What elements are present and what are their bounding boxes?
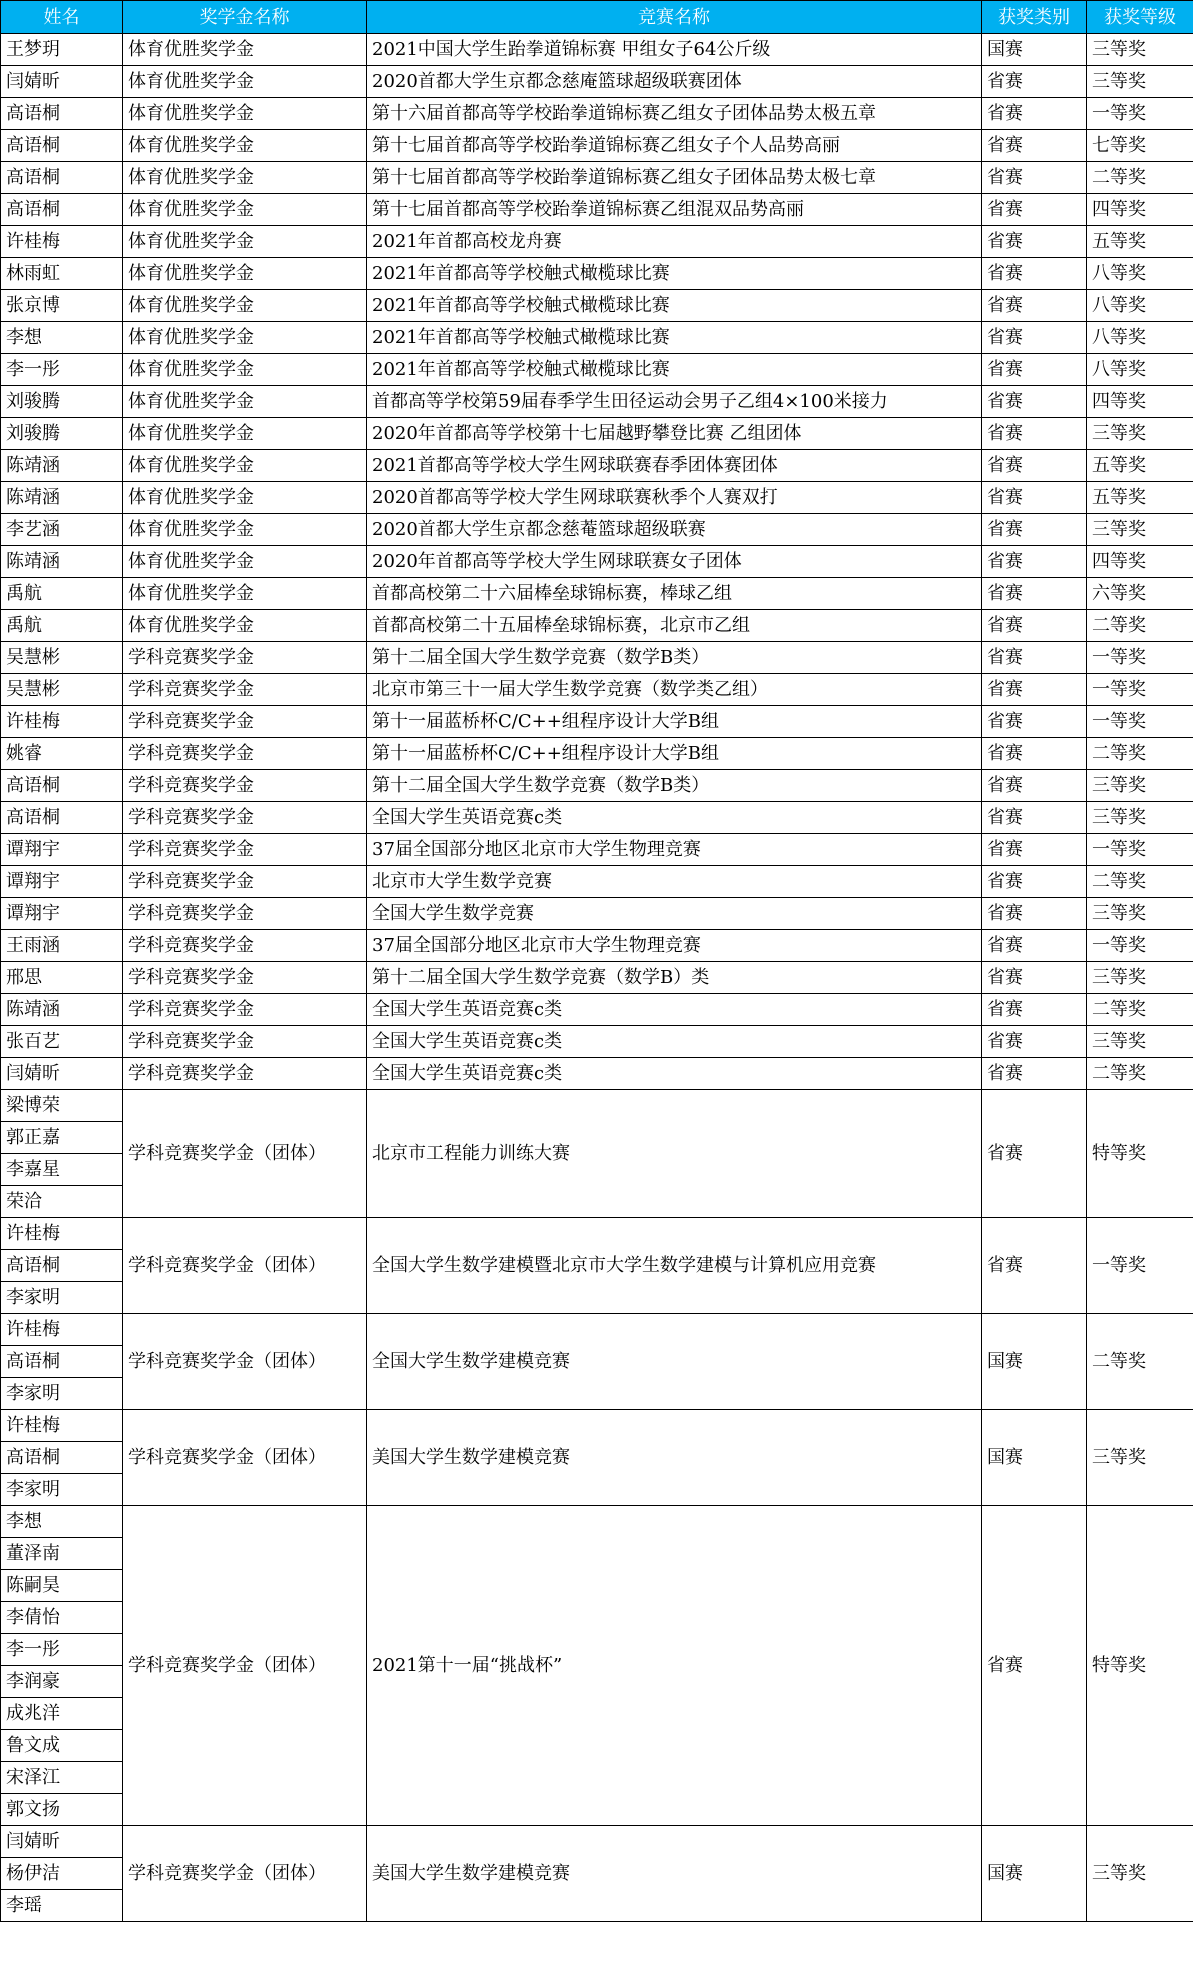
cell-level[interactable]: 三等奖 (1087, 418, 1193, 450)
cell-name[interactable]: 董泽南 (1, 1538, 123, 1570)
cell-competition[interactable]: 2020首都大学生京都念慈庵篮球超级联赛团体 (367, 66, 982, 98)
cell-level[interactable]: 七等奖 (1087, 130, 1193, 162)
cell-competition[interactable]: 第十一届蓝桥杯C/C++组程序设计大学B组 (367, 738, 982, 770)
cell-category[interactable]: 国赛 (982, 1410, 1087, 1506)
cell-category[interactable]: 省赛 (982, 386, 1087, 418)
cell-level[interactable]: 三等奖 (1087, 962, 1193, 994)
cell-name[interactable]: 梁博荣 (1, 1090, 123, 1122)
cell-name[interactable]: 成兆洋 (1, 1698, 123, 1730)
cell-competition[interactable]: 第十二届全国大学生数学竞赛（数学B类） (367, 770, 982, 802)
cell-name[interactable]: 李家明 (1, 1474, 123, 1506)
cell-competition[interactable]: 37届全国部分地区北京市大学生物理竞赛 (367, 930, 982, 962)
cell-competition[interactable]: 全国大学生数学建模竞赛 (367, 1314, 982, 1410)
table-row (1, 354, 1193, 386)
cell-category[interactable]: 省赛 (982, 162, 1087, 194)
cell-scholarship[interactable]: 体育优胜奖学金 (123, 322, 367, 354)
cell-scholarship[interactable]: 学科竞赛奖学金（团体） (123, 1090, 367, 1218)
cell-scholarship[interactable]: 学科竞赛奖学金 (123, 738, 367, 770)
cell-name[interactable]: 吴慧彬 (1, 642, 123, 674)
cell-name[interactable]: 郭正嘉 (1, 1122, 123, 1154)
table-row (1, 578, 1193, 610)
cell-level[interactable]: 三等奖 (1087, 1026, 1193, 1058)
cell-scholarship[interactable]: 学科竞赛奖学金 (123, 834, 367, 866)
cell-name[interactable]: 荣洽 (1, 1186, 123, 1218)
cell-name[interactable]: 刘骏腾 (1, 418, 123, 450)
table-row (1, 482, 1193, 514)
cell-name[interactable]: 高语桐 (1, 98, 123, 130)
table-row (1, 1058, 1193, 1090)
cell-level[interactable]: 四等奖 (1087, 386, 1193, 418)
table-row (1, 706, 1193, 738)
cell-level[interactable]: 三等奖 (1087, 770, 1193, 802)
cell-competition[interactable]: 2020首都大学生京都念慈菴篮球超级联赛 (367, 514, 982, 546)
cell-scholarship[interactable]: 学科竞赛奖学金（团体） (123, 1218, 367, 1314)
cell-category[interactable]: 省赛 (982, 962, 1087, 994)
cell-scholarship[interactable]: 体育优胜奖学金 (123, 354, 367, 386)
cell-competition[interactable]: 全国大学生数学建模暨北京市大学生数学建模与计算机应用竞赛 (367, 1218, 982, 1314)
table-row (1, 66, 1193, 98)
cell-name[interactable]: 李想 (1, 1506, 123, 1538)
cell-scholarship[interactable]: 学科竞赛奖学金 (123, 994, 367, 1026)
table-row (1, 866, 1193, 898)
cell-name[interactable]: 吴慧彬 (1, 674, 123, 706)
cell-category[interactable]: 省赛 (982, 1506, 1087, 1826)
cell-category[interactable]: 省赛 (982, 834, 1087, 866)
cell-competition[interactable]: 第十一届蓝桥杯C/C++组程序设计大学B组 (367, 706, 982, 738)
cell-name[interactable]: 许桂梅 (1, 1218, 123, 1250)
cell-name[interactable]: 高语桐 (1, 194, 123, 226)
cell-scholarship[interactable]: 学科竞赛奖学金 (123, 1026, 367, 1058)
cell-category[interactable]: 省赛 (982, 1058, 1087, 1090)
cell-name[interactable]: 闫婧昕 (1, 1058, 123, 1090)
table-row (1, 418, 1193, 450)
cell-scholarship[interactable]: 体育优胜奖学金 (123, 258, 367, 290)
cell-level[interactable]: 五等奖 (1087, 450, 1193, 482)
cell-name[interactable]: 谭翔宇 (1, 866, 123, 898)
cell-name[interactable]: 闫婧昕 (1, 1826, 123, 1858)
cell-competition[interactable]: 2021年首都高等学校触式橄榄球比赛 (367, 258, 982, 290)
cell-category[interactable]: 省赛 (982, 802, 1087, 834)
header-level[interactable]: 获奖等级 (1087, 1, 1193, 34)
cell-competition[interactable]: 全国大学生英语竞赛c类 (367, 994, 982, 1026)
cell-competition[interactable]: 第十二届全国大学生数学竞赛（数学B）类 (367, 962, 982, 994)
cell-scholarship[interactable]: 学科竞赛奖学金 (123, 674, 367, 706)
cell-category[interactable]: 省赛 (982, 130, 1087, 162)
cell-category[interactable]: 省赛 (982, 226, 1087, 258)
cell-name[interactable]: 李润豪 (1, 1666, 123, 1698)
cell-scholarship[interactable]: 学科竞赛奖学金 (123, 642, 367, 674)
cell-level[interactable]: 一等奖 (1087, 98, 1193, 130)
cell-level[interactable]: 四等奖 (1087, 546, 1193, 578)
table-row (1, 386, 1193, 418)
cell-level[interactable]: 二等奖 (1087, 162, 1193, 194)
cell-level[interactable]: 五等奖 (1087, 482, 1193, 514)
cell-scholarship[interactable]: 学科竞赛奖学金 (123, 802, 367, 834)
cell-scholarship[interactable]: 学科竞赛奖学金 (123, 770, 367, 802)
cell-category[interactable]: 省赛 (982, 674, 1087, 706)
table-row (1, 34, 1193, 66)
cell-scholarship[interactable]: 学科竞赛奖学金 (123, 1058, 367, 1090)
cell-name[interactable]: 李家明 (1, 1282, 123, 1314)
table-row (1, 834, 1193, 866)
table-row (1, 98, 1193, 130)
cell-name[interactable]: 高语桐 (1, 130, 123, 162)
table-row (1, 1090, 1193, 1122)
cell-category[interactable]: 省赛 (982, 354, 1087, 386)
cell-level[interactable]: 特等奖 (1087, 1090, 1193, 1218)
cell-scholarship[interactable]: 学科竞赛奖学金（团体） (123, 1826, 367, 1922)
cell-competition[interactable]: 2021首都高等学校大学生网球联赛春季团体赛团体 (367, 450, 982, 482)
cell-competition[interactable]: 第十六届首都高等学校跆拳道锦标赛乙组女子团体品势太极五章 (367, 98, 982, 130)
cell-category[interactable]: 省赛 (982, 898, 1087, 930)
cell-category[interactable]: 省赛 (982, 290, 1087, 322)
cell-scholarship[interactable]: 学科竞赛奖学金 (123, 930, 367, 962)
cell-name[interactable]: 禹航 (1, 610, 123, 642)
cell-name[interactable]: 陈靖涵 (1, 450, 123, 482)
table-row (1, 546, 1193, 578)
cell-level[interactable]: 二等奖 (1087, 610, 1193, 642)
cell-competition[interactable]: 2021年首都高校龙舟赛 (367, 226, 982, 258)
cell-scholarship[interactable]: 体育优胜奖学金 (123, 578, 367, 610)
cell-scholarship[interactable]: 学科竞赛奖学金（团体） (123, 1506, 367, 1826)
cell-name[interactable]: 刘骏腾 (1, 386, 123, 418)
table-row (1, 258, 1193, 290)
header-competition[interactable]: 竞赛名称 (367, 1, 982, 34)
cell-level[interactable]: 一等奖 (1087, 642, 1193, 674)
cell-name[interactable]: 李一彤 (1, 1634, 123, 1666)
cell-name[interactable]: 李倩怡 (1, 1602, 123, 1634)
table-row (1, 130, 1193, 162)
cell-level[interactable]: 三等奖 (1087, 34, 1193, 66)
cell-name[interactable]: 许桂梅 (1, 226, 123, 258)
table-row (1, 802, 1193, 834)
table-body (1, 34, 1193, 1922)
cell-scholarship[interactable]: 体育优胜奖学金 (123, 66, 367, 98)
cell-category[interactable]: 省赛 (982, 418, 1087, 450)
cell-name[interactable]: 陈嗣昊 (1, 1570, 123, 1602)
cell-category[interactable]: 省赛 (982, 1026, 1087, 1058)
cell-category[interactable]: 省赛 (982, 1090, 1087, 1218)
cell-scholarship[interactable]: 体育优胜奖学金 (123, 482, 367, 514)
cell-scholarship[interactable]: 学科竞赛奖学金 (123, 706, 367, 738)
table-row (1, 1026, 1193, 1058)
cell-name[interactable]: 许桂梅 (1, 1314, 123, 1346)
cell-competition[interactable]: 2021年首都高等学校触式橄榄球比赛 (367, 290, 982, 322)
table-row (1, 898, 1193, 930)
cell-name[interactable]: 高语桐 (1, 1250, 123, 1282)
cell-scholarship[interactable]: 体育优胜奖学金 (123, 546, 367, 578)
cell-scholarship[interactable]: 学科竞赛奖学金 (123, 866, 367, 898)
cell-level[interactable]: 一等奖 (1087, 1218, 1193, 1314)
cell-category[interactable]: 省赛 (982, 66, 1087, 98)
cell-level[interactable]: 三等奖 (1087, 898, 1193, 930)
cell-scholarship[interactable]: 体育优胜奖学金 (123, 226, 367, 258)
cell-level[interactable]: 三等奖 (1087, 514, 1193, 546)
cell-level[interactable]: 二等奖 (1087, 994, 1193, 1026)
table-row (1, 1506, 1193, 1538)
cell-competition[interactable]: 2021第十一届“挑战杯” (367, 1506, 982, 1826)
cell-scholarship[interactable]: 体育优胜奖学金 (123, 34, 367, 66)
cell-name[interactable]: 杨伊洁 (1, 1858, 123, 1890)
cell-level[interactable]: 一等奖 (1087, 706, 1193, 738)
cell-name[interactable]: 宋泽江 (1, 1762, 123, 1794)
table-row (1, 162, 1193, 194)
cell-name[interactable]: 陈靖涵 (1, 546, 123, 578)
cell-name[interactable]: 禹航 (1, 578, 123, 610)
cell-category[interactable]: 省赛 (982, 546, 1087, 578)
cell-competition[interactable]: 全国大学生英语竞赛c类 (367, 1058, 982, 1090)
header-row (1, 1, 1193, 34)
cell-level[interactable]: 一等奖 (1087, 834, 1193, 866)
cell-category[interactable]: 省赛 (982, 770, 1087, 802)
cell-name[interactable]: 鲁文成 (1, 1730, 123, 1762)
cell-competition[interactable]: 2020年首都高等学校大学生网球联赛女子团体 (367, 546, 982, 578)
cell-level[interactable]: 八等奖 (1087, 290, 1193, 322)
cell-name[interactable]: 高语桐 (1, 1442, 123, 1474)
cell-name[interactable]: 高语桐 (1, 1346, 123, 1378)
cell-level[interactable]: 八等奖 (1087, 354, 1193, 386)
cell-level[interactable]: 五等奖 (1087, 226, 1193, 258)
cell-level[interactable]: 特等奖 (1087, 1506, 1193, 1826)
table-row (1, 1314, 1193, 1346)
table-row (1, 994, 1193, 1026)
cell-category[interactable]: 省赛 (982, 866, 1087, 898)
cell-competition[interactable]: 北京市大学生数学竞赛 (367, 866, 982, 898)
table-row (1, 450, 1193, 482)
table-row (1, 1218, 1193, 1250)
cell-name[interactable]: 李艺涵 (1, 514, 123, 546)
cell-name[interactable]: 张京博 (1, 290, 123, 322)
cell-level[interactable]: 二等奖 (1087, 1058, 1193, 1090)
table-row (1, 770, 1193, 802)
cell-name[interactable]: 郭文扬 (1, 1794, 123, 1826)
cell-level[interactable]: 二等奖 (1087, 866, 1193, 898)
cell-name[interactable]: 姚睿 (1, 738, 123, 770)
table-row (1, 738, 1193, 770)
cell-competition[interactable]: 第十七届首都高等学校跆拳道锦标赛乙组混双品势高丽 (367, 194, 982, 226)
cell-competition[interactable]: 2021年首都高等学校触式橄榄球比赛 (367, 354, 982, 386)
cell-competition[interactable]: 第十七届首都高等学校跆拳道锦标赛乙组女子团体品势太极七章 (367, 162, 982, 194)
cell-name[interactable]: 陈靖涵 (1, 994, 123, 1026)
table-row (1, 642, 1193, 674)
cell-level[interactable]: 一等奖 (1087, 674, 1193, 706)
cell-name[interactable]: 王雨涵 (1, 930, 123, 962)
cell-scholarship[interactable]: 体育优胜奖学金 (123, 418, 367, 450)
cell-category[interactable]: 省赛 (982, 98, 1087, 130)
cell-level[interactable]: 六等奖 (1087, 578, 1193, 610)
cell-name[interactable]: 李瑶 (1, 1890, 123, 1922)
table-row (1, 930, 1193, 962)
cell-scholarship[interactable]: 体育优胜奖学金 (123, 290, 367, 322)
cell-name[interactable]: 谭翔宇 (1, 834, 123, 866)
cell-competition[interactable]: 美国大学生数学建模竞赛 (367, 1826, 982, 1922)
cell-level[interactable]: 四等奖 (1087, 194, 1193, 226)
cell-competition[interactable]: 第十七届首都高等学校跆拳道锦标赛乙组女子个人品势高丽 (367, 130, 982, 162)
table-row (1, 514, 1193, 546)
cell-category[interactable]: 省赛 (982, 738, 1087, 770)
cell-competition[interactable]: 北京市工程能力训练大赛 (367, 1090, 982, 1218)
cell-category[interactable]: 省赛 (982, 642, 1087, 674)
cell-category[interactable]: 省赛 (982, 1218, 1087, 1314)
cell-competition[interactable]: 全国大学生英语竞赛c类 (367, 802, 982, 834)
cell-name[interactable]: 谭翔宇 (1, 898, 123, 930)
cell-scholarship[interactable]: 学科竞赛奖学金（团体） (123, 1314, 367, 1410)
cell-competition[interactable]: 美国大学生数学建模竞赛 (367, 1410, 982, 1506)
cell-level[interactable]: 二等奖 (1087, 738, 1193, 770)
cell-level[interactable]: 三等奖 (1087, 66, 1193, 98)
cell-name[interactable]: 闫婧昕 (1, 66, 123, 98)
cell-scholarship[interactable]: 体育优胜奖学金 (123, 162, 367, 194)
cell-category[interactable]: 国赛 (982, 1826, 1087, 1922)
cell-category[interactable]: 国赛 (982, 34, 1087, 66)
cell-category[interactable]: 省赛 (982, 322, 1087, 354)
cell-competition[interactable]: 2021中国大学生跆拳道锦标赛 甲组女子64公斤级 (367, 34, 982, 66)
cell-name[interactable]: 邢思 (1, 962, 123, 994)
cell-scholarship[interactable]: 学科竞赛奖学金 (123, 898, 367, 930)
table-row (1, 1826, 1193, 1858)
cell-level[interactable]: 八等奖 (1087, 322, 1193, 354)
cell-name[interactable]: 李想 (1, 322, 123, 354)
cell-name[interactable]: 许桂梅 (1, 1410, 123, 1442)
cell-name[interactable]: 李嘉星 (1, 1154, 123, 1186)
cell-category[interactable]: 省赛 (982, 258, 1087, 290)
table-row (1, 1410, 1193, 1442)
cell-level[interactable]: 一等奖 (1087, 930, 1193, 962)
cell-category[interactable]: 省赛 (982, 578, 1087, 610)
cell-level[interactable]: 八等奖 (1087, 258, 1193, 290)
cell-scholarship[interactable]: 体育优胜奖学金 (123, 130, 367, 162)
cell-level[interactable]: 三等奖 (1087, 1410, 1193, 1506)
cell-competition[interactable]: 2021年首都高等学校触式橄榄球比赛 (367, 322, 982, 354)
cell-name[interactable]: 林雨虹 (1, 258, 123, 290)
cell-scholarship[interactable]: 学科竞赛奖学金 (123, 962, 367, 994)
cell-category[interactable]: 省赛 (982, 994, 1087, 1026)
cell-name[interactable]: 王梦玥 (1, 34, 123, 66)
cell-competition[interactable]: 首都高等学校第59届春季学生田径运动会男子乙组4×100米接力 (367, 386, 982, 418)
cell-competition[interactable]: 全国大学生英语竞赛c类 (367, 1026, 982, 1058)
cell-name[interactable]: 陈靖涵 (1, 482, 123, 514)
cell-competition[interactable]: 第十二届全国大学生数学竞赛（数学B类） (367, 642, 982, 674)
cell-scholarship[interactable]: 体育优胜奖学金 (123, 194, 367, 226)
table-row (1, 962, 1193, 994)
cell-scholarship[interactable]: 体育优胜奖学金 (123, 386, 367, 418)
cell-name[interactable]: 李一彤 (1, 354, 123, 386)
cell-name[interactable]: 李家明 (1, 1378, 123, 1410)
cell-level[interactable]: 三等奖 (1087, 1826, 1193, 1922)
cell-name[interactable]: 高语桐 (1, 162, 123, 194)
cell-name[interactable]: 许桂梅 (1, 706, 123, 738)
cell-competition[interactable]: 37届全国部分地区北京市大学生物理竞赛 (367, 834, 982, 866)
cell-level[interactable]: 二等奖 (1087, 1314, 1193, 1410)
cell-competition[interactable]: 2020年首都高等学校第十七届越野攀登比赛 乙组团体 (367, 418, 982, 450)
cell-category[interactable]: 省赛 (982, 450, 1087, 482)
table-row (1, 674, 1193, 706)
cell-scholarship[interactable]: 学科竞赛奖学金（团体） (123, 1410, 367, 1506)
cell-competition[interactable]: 2020首都高等学校大学生网球联赛秋季个人赛双打 (367, 482, 982, 514)
cell-category[interactable]: 省赛 (982, 514, 1087, 546)
cell-name[interactable]: 高语桐 (1, 770, 123, 802)
cell-category[interactable]: 国赛 (982, 1314, 1087, 1410)
cell-scholarship[interactable]: 体育优胜奖学金 (123, 514, 367, 546)
header-name[interactable]: 姓名 (1, 1, 123, 34)
header-scholarship[interactable]: 奖学金名称 (123, 1, 367, 34)
table-row (1, 290, 1193, 322)
table-row (1, 322, 1193, 354)
cell-competition[interactable]: 首都高校第二十五届棒垒球锦标赛，北京市乙组 (367, 610, 982, 642)
table-row (1, 226, 1193, 258)
cell-level[interactable]: 三等奖 (1087, 802, 1193, 834)
cell-competition[interactable]: 首都高校第二十六届棒垒球锦标赛，棒球乙组 (367, 578, 982, 610)
cell-category[interactable]: 省赛 (982, 706, 1087, 738)
cell-category[interactable]: 省赛 (982, 610, 1087, 642)
cell-competition[interactable]: 北京市第三十一届大学生数学竞赛（数学类乙组） (367, 674, 982, 706)
cell-competition[interactable]: 全国大学生数学竞赛 (367, 898, 982, 930)
cell-category[interactable]: 省赛 (982, 930, 1087, 962)
cell-name[interactable]: 高语桐 (1, 802, 123, 834)
cell-scholarship[interactable]: 体育优胜奖学金 (123, 450, 367, 482)
cell-category[interactable]: 省赛 (982, 482, 1087, 514)
cell-scholarship[interactable]: 体育优胜奖学金 (123, 610, 367, 642)
header-category[interactable]: 获奖类别 (982, 1, 1087, 34)
cell-category[interactable]: 省赛 (982, 194, 1087, 226)
cell-scholarship[interactable]: 体育优胜奖学金 (123, 98, 367, 130)
table-row (1, 194, 1193, 226)
cell-name[interactable]: 张百艺 (1, 1026, 123, 1058)
table-row (1, 610, 1193, 642)
